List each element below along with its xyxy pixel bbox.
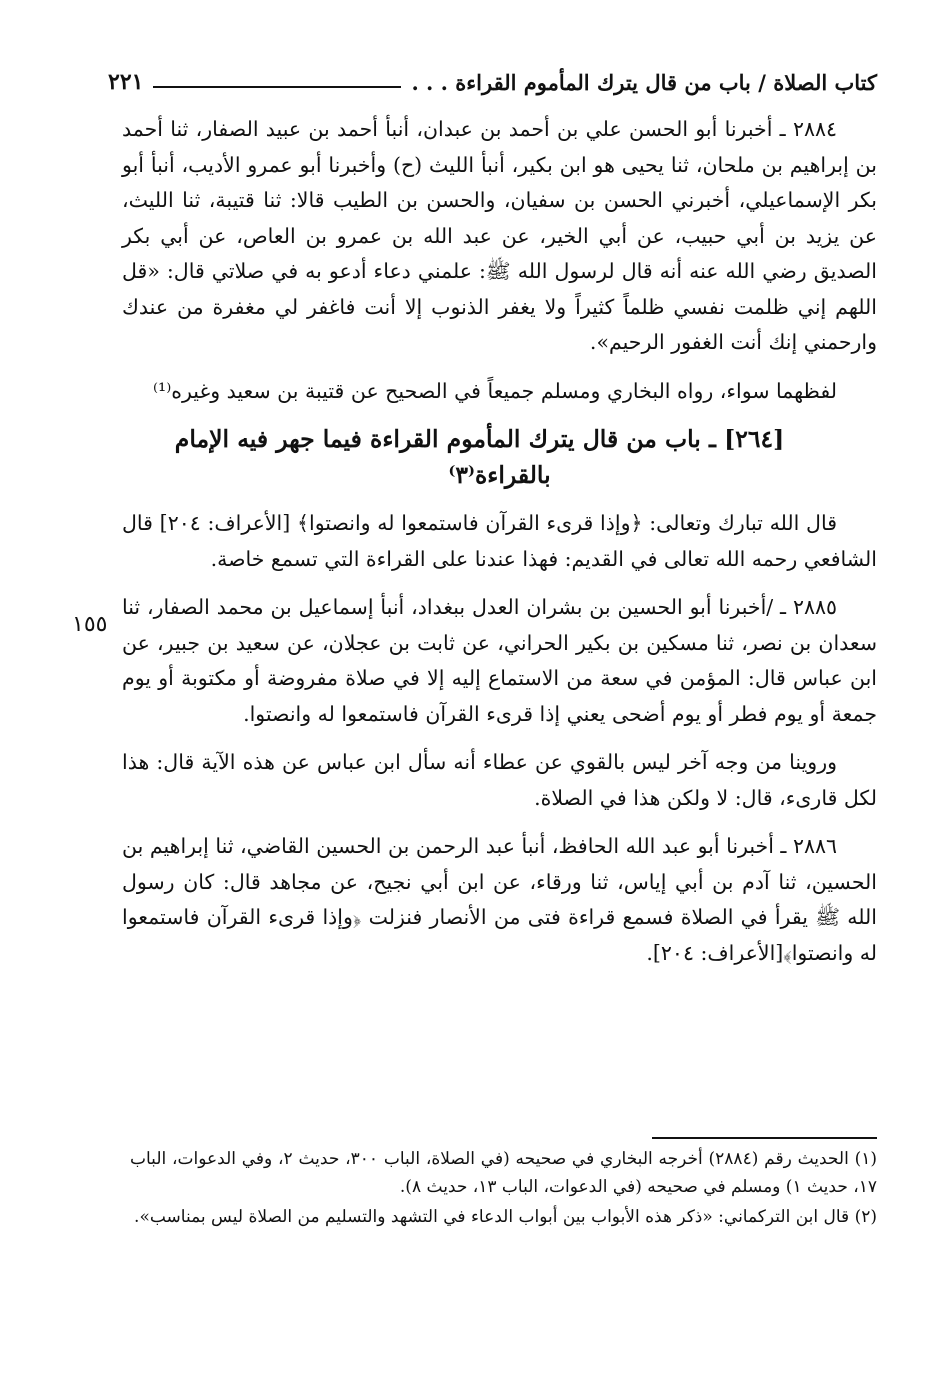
footnotes: [130, 1145, 877, 1233]
header-title: كتاب الصلاة / باب من قال يترك المأموم القراءة . . .: [411, 69, 877, 95]
hadith-2884-note: لفظهما سواء، رواه البخاري ومسلم جميعاً في الصحيح عن قتيبة بن سعيد وغيره⁽¹⁾: [152, 378, 837, 403]
quran-citation-paragraph: قال الله تبارك وتعالى: ﴿وإذا قرىء القرآن فاستمعوا له وانصتوا﴾ [الأعراف: ٢٠٤] قال الشافعي رحمه الله تعالى في القديم: فهذا عندنا على القراءة التي تسمع خاصة.: [122, 511, 877, 571]
running-header: [108, 62, 877, 102]
header-rule: [153, 86, 401, 88]
footnote-1: (١) الحديث رقم (٢٨٨٤) أخرجه البخاري في صحيحه (في الصلاة، الباب ٣٠٠، حديث ٢، وفي الدعوات، الباب ١٧، حديث ١) ومسلم في صحيحه (في الدعوات، الباب ١٣، حديث ٨).: [130, 1149, 877, 1197]
margin-page-number: ١٥٥: [72, 612, 108, 637]
ata-narration: وروينا من وجه آخر ليس بالقوي عن عطاء أنه سأل ابن عباس عن هذه الآية قال: هذا لكل قارىء، قال: لا ولكن هذا في الصلاة.: [122, 750, 877, 810]
hadith-2885: ٢٨٨٥ ـ /أخبرنا أبو الحسين بن بشران العدل ببغداد، أنبأ إسماعيل بن محمد الصفار، ثنا سعدان بن نصر، ثنا مسكين بن بكير الحراني، عن ثابت بن عجلان، عن سعيد بن جبير، عن ابن عباس قال: المؤمن في سعة من الاستماع إليه إلا في صلاة مفروضة أو مكتوبة أو يوم جمعة أو يوم فطر أو يوم أضحى يعني إذا قرىء القرآن فاستمعوا له وانصتوا.: [122, 595, 877, 726]
page-number: ٢٢١: [108, 69, 144, 95]
footnote-divider: [652, 1137, 877, 1139]
main-text: [122, 112, 877, 984]
chapter-heading: [٢٦٤] ـ باب من قال يترك المأموم القراءة فيما جهر فيه الإمام بالقراءة⁽٣⁾: [174, 425, 785, 489]
footnote-2: (٢) قال ابن التركماني: «ذكر هذه الأبواب بين أبواب الدعاء في التشهد والتسليم من الصلاة ليس بمناسب».: [134, 1207, 877, 1227]
hadith-2884: ٢٨٨٤ ـ أخبرنا أبو الحسن علي بن أحمد بن عبدان، أنبأ أحمد بن عبيد الصفار، ثنا أحمد بن إبراهيم بن ملحان، ثنا يحيى هو ابن بكير، أنبأ الليث (ح) وأخبرنا أبو عمرو الأديب، أنبأ أبو بكر الإسماعيلي، أخبرني الحسن بن سفيان، والحسن بن الطيب قالا: ثنا قتيبة، ثنا الليث، عن يزيد بن أبي حبيب، عن أبي الخير، عن عبد الله بن عمرو بن العاص، عن أبي بكر الصديق رضي الله عنه أنه قال لرسول الله ﷺ: علمني دعاء أدعو به في صلاتي قال: «قل اللهم إني ظلمت نفسي ظلماً كثيراً ولا يغفر الذنوب إلا أنت فاغفر لي مغفرة من عندك وارحمني إنك أنت الغفور الرحيم».: [122, 117, 877, 354]
hadith-2886: ٢٨٨٦ ـ أخبرنا أبو عبد الله الحافظ، أنبأ عبد الرحمن بن الحسين القاضي، ثنا إبراهيم بن الحسين، ثنا آدم بن أبي إياس، ثنا ورقاء، عن ابن أبي نجيح، عن مجاهد قال: كان رسول الله ﷺ يقرأ في الصلاة فسمع قراءة فتى من الأنصار فنزلت ﴿وإذا قرىء القرآن فاستمعوا له وانصتوا﴾[الأعراف: ٢٠٤].: [122, 834, 877, 965]
